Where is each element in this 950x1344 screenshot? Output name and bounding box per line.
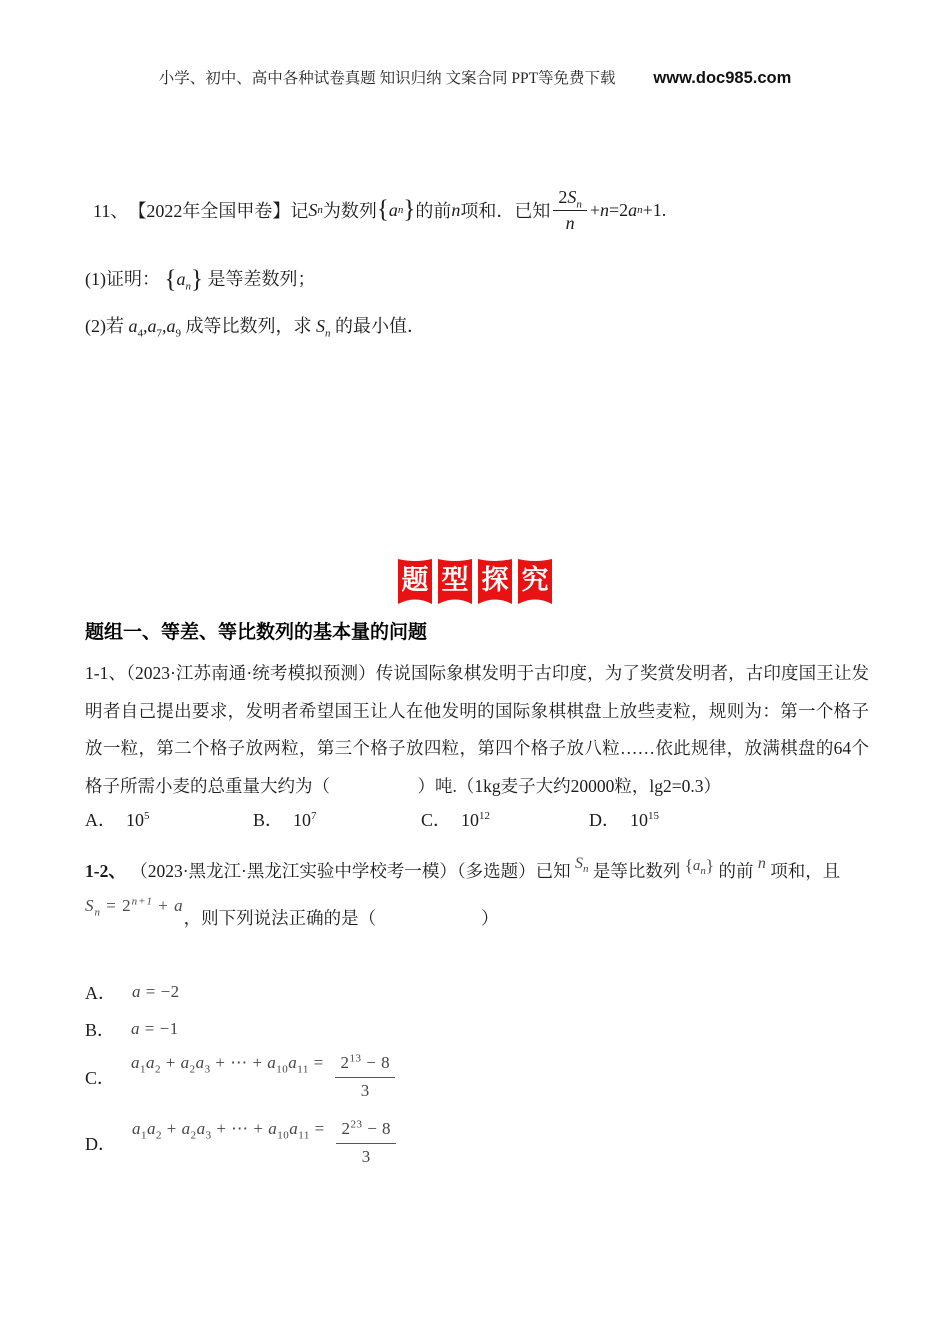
option-b: B． $10^7$	[253, 810, 317, 830]
option-a: A． $10^5$	[85, 810, 150, 830]
part1-text: 是等差数列；	[207, 269, 316, 289]
problem-1-2-text: 是等比数列	[592, 861, 681, 881]
badge-flag-icon	[436, 556, 474, 608]
problem-11-number: 11、	[93, 201, 129, 221]
brace-close: }	[191, 266, 203, 293]
math-comma: ,	[162, 316, 167, 336]
math-S: S	[316, 316, 325, 336]
math-n: n	[600, 199, 609, 220]
fraction-numerator: $2S_n$	[553, 186, 587, 211]
option-label: A．	[85, 983, 116, 1003]
group1-heading: 题组一、等差、等比数列的基本量的问题	[85, 622, 428, 643]
math-n: n	[451, 199, 461, 220]
option-equation: $a_1a_2 + a_2a_3$ + ⋯ + $a_{10}a_{11}$ = $\frac{2^{13} - 8}{3}$	[131, 1052, 395, 1101]
fraction-denominator: n	[565, 212, 575, 233]
section-badge-topic-exploration	[0, 556, 950, 608]
problem-11-stem: 11、 【2022年全国甲卷】记 S n 为数列 { a n } 的前 n 项和．已知 $\frac{2S_n}{n}$ + n = 2 a n +1.	[93, 187, 667, 233]
badge-flag-icon	[396, 556, 434, 608]
site-header	[0, 66, 950, 88]
option-d: D． $10^{15}$	[589, 810, 659, 830]
option-equation: $a_1a_2 + a_2a_3$ + ⋯ + $a_{10}a_{11}$ = $\frac{2^{23} - 8}{3}$	[132, 1118, 396, 1167]
problem-1-1-text: （2023·江苏南通·统考模拟预测）传说国际象棋发明于古印度，为了奖赏发明者，古印度国王让发明者自己提出要求，发明者希望国王让人在他发明的国际象棋棋盘上放些麦粒，规则为：第一个格子放一粒，第二个格子放两粒，第三个格子放四粒，第四个格子放八粒……依此规律，放满棋盘的64个格子所需小麦的总重量大约为（ ）吨.（1kg麦子大约20000粒，lg2=0.3）	[85, 663, 870, 796]
badge-char: 探	[481, 565, 509, 595]
problem-1-2-stem	[85, 855, 841, 883]
problem-1-1-number: 1-1、	[85, 663, 127, 683]
option-a	[85, 979, 180, 1005]
badge-char: 题	[401, 565, 429, 595]
badge-flag-icon	[476, 556, 514, 608]
math-a: a	[176, 269, 186, 289]
part1-label: (1)证明：	[85, 269, 160, 289]
badge-char: 型	[441, 565, 469, 595]
option-equation: a = −2	[132, 982, 180, 1001]
math-sub: n	[325, 327, 331, 340]
math-a: a	[166, 316, 176, 336]
problem-1-2-text: 项和，且	[770, 861, 841, 881]
fraction-2Sn-over-n	[553, 186, 587, 234]
option-label: B．	[85, 1020, 116, 1040]
problem-1-1-stem	[85, 655, 869, 805]
option-label: C．	[85, 1068, 116, 1088]
header-text: 小学、初中、高中各种试卷真题 知识归纳 文案合同 PPT等免费下载	[158, 70, 616, 87]
site-url: www.doc985.com	[653, 69, 792, 87]
equation-Sn: $S_n = 2^{n+1} + a$	[85, 895, 184, 919]
problem-11-source: 【2022年全国甲卷】记	[128, 201, 309, 221]
part2-text: 成等比数列，求	[185, 316, 312, 336]
problem-11-text: 为数列	[322, 201, 377, 221]
math-sub: 7	[156, 327, 162, 340]
fraction: $\frac{2^{23} - 8}{3}$	[336, 1118, 396, 1167]
math-sub: 4	[137, 327, 143, 340]
math-Sn: $S_n$	[574, 855, 589, 876]
math-S: S	[308, 199, 318, 220]
problem-1-2-text: ，则下列说法正确的是（ ）	[183, 908, 499, 928]
math-sub: n	[185, 280, 191, 293]
problem-1-2-text: （2023·黑龙江·黑龙江实验中学校考一模）（多选题）已知	[130, 861, 571, 881]
option-c	[85, 1046, 395, 1108]
problem-11-part1	[85, 265, 316, 291]
option-label: D．	[85, 1134, 116, 1154]
math-op: +1.	[642, 199, 667, 220]
math-seq-an: $\{a_n\}$	[684, 856, 715, 877]
problem-11-text: 项和．已知	[460, 201, 551, 221]
math-a: a	[147, 316, 157, 336]
problem-1-2-equation-line	[85, 895, 499, 930]
math-a: a	[128, 316, 138, 336]
option-c: C． $10^{12}$	[421, 810, 491, 830]
math-comma: ,	[143, 316, 148, 336]
option-b	[85, 1016, 179, 1042]
math-n: n	[757, 855, 766, 872]
part2-text: 的最小值．	[335, 316, 425, 336]
badge-flag-icon	[516, 556, 554, 608]
problem-11-part2	[85, 312, 425, 338]
part2-label: (2)若	[85, 316, 124, 336]
math-sub: 9	[175, 327, 181, 340]
math-op: =	[609, 199, 620, 220]
problem-1-2-text: 的前	[718, 861, 754, 881]
option-d	[85, 1112, 396, 1174]
option-equation: a = −1	[131, 1019, 179, 1038]
problem-11-text: 的前	[415, 201, 452, 221]
math-a: a	[388, 199, 398, 220]
math-coef: 2	[619, 199, 629, 220]
fraction: $\frac{2^{13} - 8}{3}$	[335, 1052, 395, 1101]
math-op: +	[589, 199, 600, 220]
brace-open: {	[164, 266, 177, 293]
problem-1-2-number: 1-2、	[85, 861, 126, 881]
math-a: a	[628, 199, 638, 220]
badge-char: 究	[521, 565, 549, 595]
problem-1-1-options	[85, 806, 905, 832]
